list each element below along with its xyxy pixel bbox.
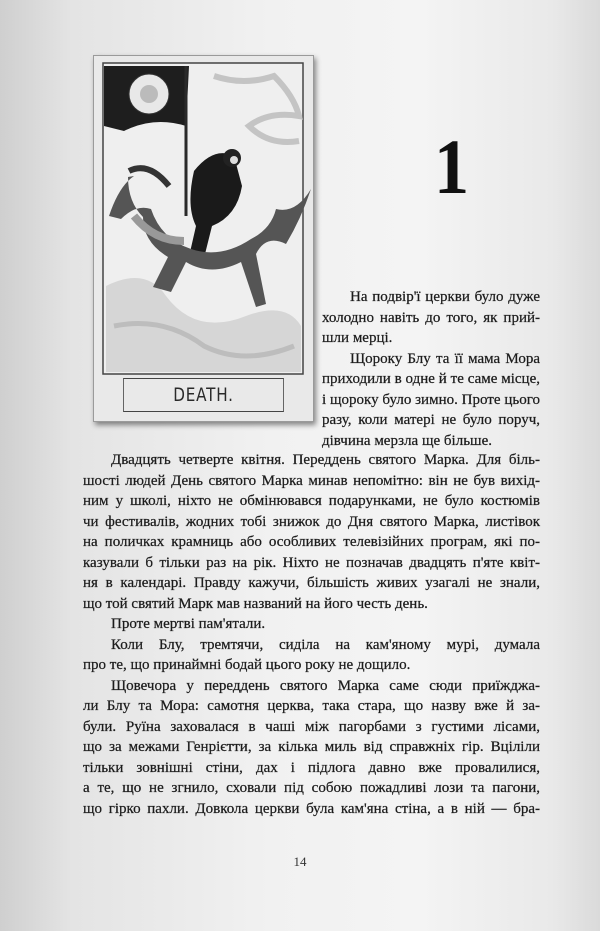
text-line: Проте мертві пам'ятали.: [111, 616, 266, 632]
text-line: що той святий Марк мав названий на його честь день.: [83, 595, 428, 612]
text-line: Щовечора у переддень святого Марка саме сюди приїжджа-: [111, 677, 540, 694]
card-title: DEATH.: [123, 378, 284, 412]
text-line: казували б тільки раз на рік. Ніхто не позначав двадцять п'яте квіт-: [83, 554, 540, 571]
text-line: чи фестивалів, жодних тобі знижок до Дня святого Марка, листівок: [83, 513, 540, 530]
text-line: Двадцять четверте квітня. Переддень святого Марка. Для біль-: [111, 452, 540, 468]
text-line: ним у школі, ніхто не обмінювався подарунками, не було костюмів: [83, 493, 540, 509]
text-line: дівчина мерзла ще більше.: [322, 432, 493, 449]
text-line: разу, коли матері не було поруч,: [322, 412, 540, 428]
text-line: про те, що принаймні бодай цього року не дощило.: [83, 657, 411, 673]
text-line: і щороку було зимно. Проте цього: [322, 391, 540, 408]
chapter-number: 1: [433, 123, 470, 210]
text-line: ли Блу та Мора: самотня церква, така стара, що назву вже й за-: [83, 698, 540, 714]
text-line: Коли Блу, тремтячи, сиділа на кам'яному мурі, думала: [111, 636, 540, 653]
intro-text-column: [322, 287, 540, 451]
page-number: 14: [293, 854, 307, 869]
text-line: а те, що не згнило, сховали під собою пожадливі лози та пагони,: [83, 780, 540, 796]
tarot-card-illustration: [93, 55, 314, 422]
text-line: що за межами Генрієтти, за кілька миль від справжніх гір. Вціліли: [83, 739, 540, 755]
death-rider-illustration: [94, 56, 313, 421]
text-line: на поличках крамниць або особливих телевізійних програм, які по-: [83, 534, 540, 550]
text-line: були. Руїна заховалася в чаші між пагорбами з густими лісами,: [83, 718, 540, 735]
text-line: ня в календарі. Правду кажучи, більшість живих узагалі не знали,: [83, 575, 540, 591]
text-line: шості людей День святого Марка минав непомітно: він не був вихід-: [83, 472, 540, 489]
text-line: що гірко пахли. Довкола церкви була кам'яна стіна, а в ній — бра-: [83, 800, 540, 817]
text-line: На подвір'ї церкви було дуже: [350, 289, 540, 305]
text-line: тільки зовнішні стіни, дах і підлога давно вже провалилися,: [83, 759, 540, 776]
text-line: приходили в одне й те саме місце,: [322, 371, 540, 387]
text-line: шли мерці.: [322, 330, 393, 346]
text-line: Щороку Блу та її мама Мора: [350, 350, 540, 367]
text-line: холодно навіть до того, як прий-: [322, 309, 540, 326]
body-text: [83, 450, 540, 819]
